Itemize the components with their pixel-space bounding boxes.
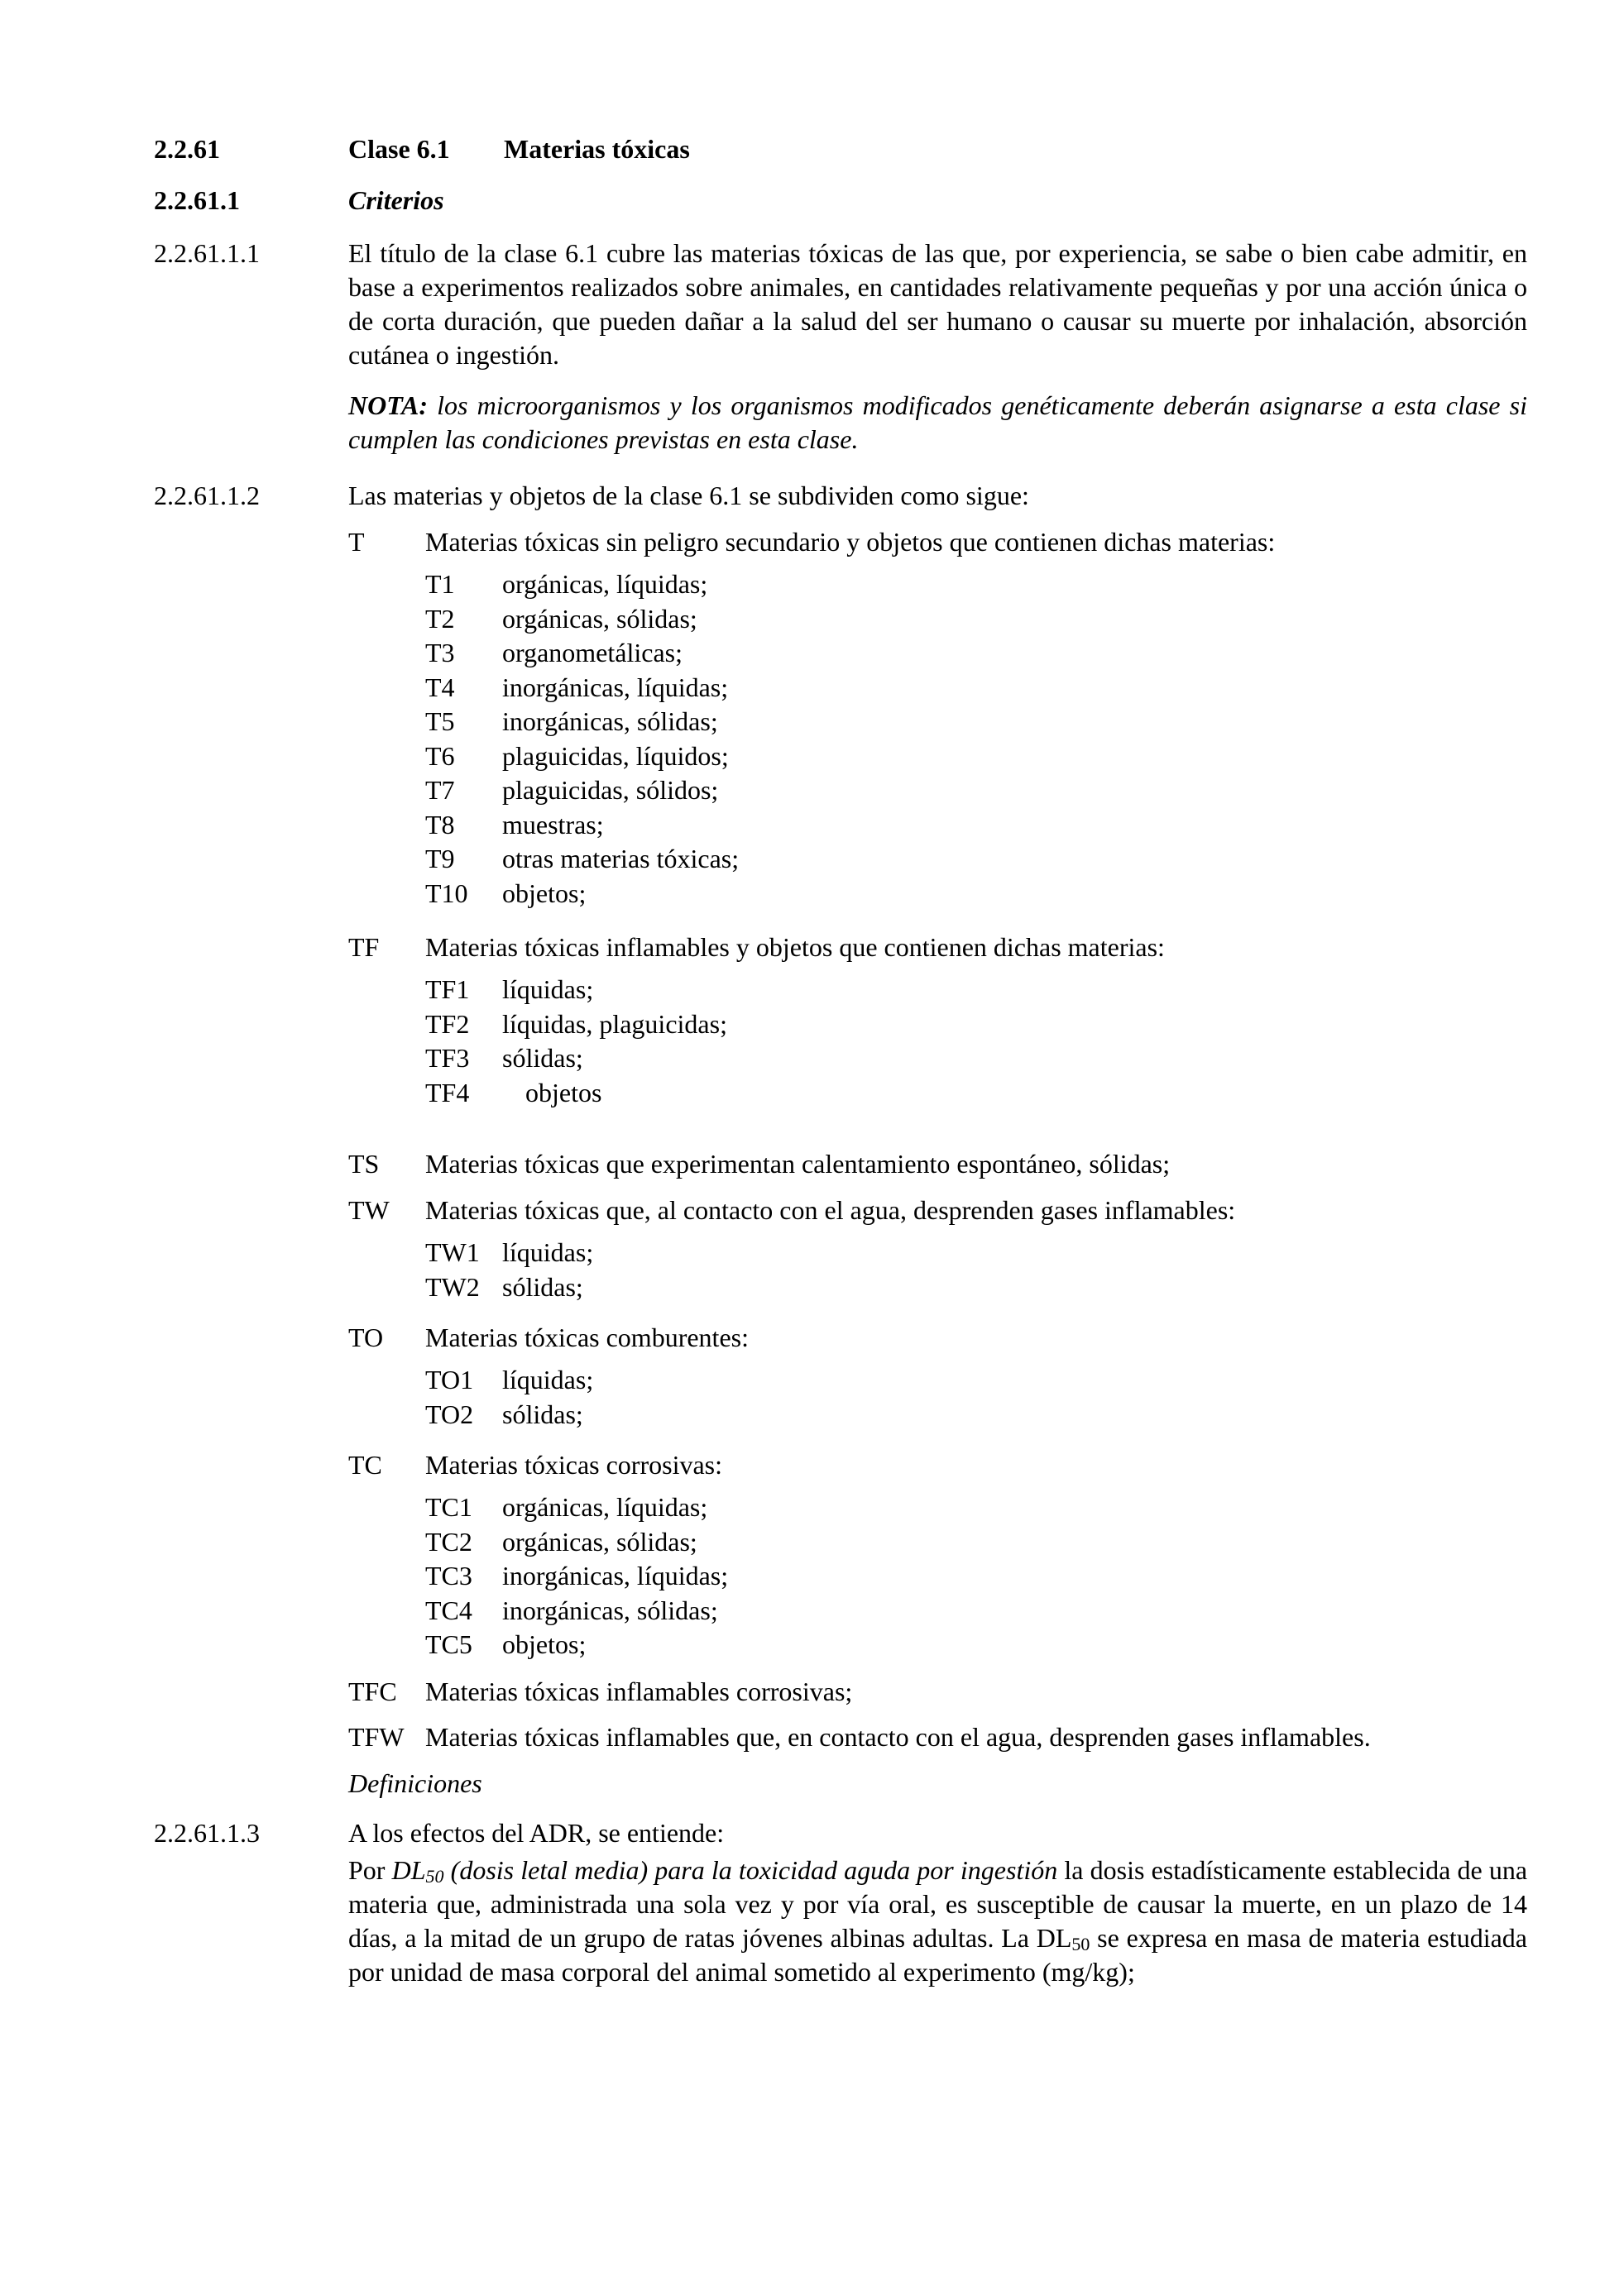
item-code: TC1 xyxy=(425,1492,472,1522)
item-text: objetos; xyxy=(502,1629,587,1659)
item-code: TF2 xyxy=(425,1008,470,1039)
paragraph-text: El título de la clase 6.1 cubre las materias tóxicas de las que, por experiencia, se sabe o bien cabe admitir, en base a experimentos realizados sobre animales, en cantidades relativamente pequeñas y por una acción única o de corta duración, que pueden dañar a la salud del ser humano o causar su muerte por inhalación, absorción cutánea o ingestión. xyxy=(348,238,1527,370)
definition-subscript: 50 xyxy=(1071,1934,1090,1954)
item-text: inorgánicas, sólidas; xyxy=(502,1595,718,1625)
definition-ld50 xyxy=(348,1854,1527,1989)
group-text: Materias tóxicas comburentes: xyxy=(425,1323,749,1352)
item-text: otras materias tóxicas; xyxy=(502,844,740,873)
item-code: T4 xyxy=(425,672,455,702)
item-text: líquidas; xyxy=(502,1365,594,1394)
group-code: TFW xyxy=(348,1722,405,1752)
note-text: los microorganismos y los organismos modificados genéticamente deberán asignarse a esta clase si cumplen las condiciones previstas en esta clase. xyxy=(348,390,1527,454)
item-code: T2 xyxy=(425,603,455,634)
group-text: Materias tóxicas sin peligro secundario y objetos que contienen dichas materias: xyxy=(425,527,1276,557)
group-code: TFC xyxy=(348,1677,397,1706)
item-code: TW2 xyxy=(425,1271,480,1302)
group-code: TO xyxy=(348,1323,384,1352)
item-code: TO1 xyxy=(425,1365,474,1394)
group-text: Materias tóxicas que, al contacto con el agua, desprenden gases inflamables: xyxy=(425,1195,1236,1225)
paragraph-text: Las materias y objetos de la clase 6.1 se subdividen como sigue: xyxy=(348,481,1029,510)
item-text: líquidas; xyxy=(502,1237,594,1267)
term-prefix: DL xyxy=(391,1855,426,1885)
group-text: Materias tóxicas inflamables que, en contacto con el agua, desprenden gases inflamables. xyxy=(425,1722,1371,1752)
group-text: Materias tóxicas corrosivas: xyxy=(425,1450,722,1480)
definition-por: Por xyxy=(348,1855,392,1885)
paragraph-intro: A los efectos del ADR, se entiende: xyxy=(348,1818,725,1848)
group-text: Materias tóxicas inflamables corrosivas; xyxy=(425,1677,853,1706)
section-title: Materias tóxicas xyxy=(504,134,690,164)
paragraph-number: 2.2.61.1.1 xyxy=(154,238,260,268)
item-text: inorgánicas, líquidas; xyxy=(502,672,729,702)
item-text: plaguicidas, sólidos; xyxy=(502,775,719,805)
note-body xyxy=(348,389,1527,457)
item-code: T8 xyxy=(425,809,455,839)
item-text: inorgánicas, líquidas; xyxy=(502,1561,729,1590)
item-code: TF3 xyxy=(425,1043,470,1073)
item-text: líquidas, plaguicidas; xyxy=(502,1008,727,1039)
item-text: orgánicas, líquidas; xyxy=(502,569,708,599)
item-text: objetos; xyxy=(502,878,587,908)
item-code: TC5 xyxy=(425,1629,472,1659)
note-label: NOTA: xyxy=(348,390,428,420)
item-text: orgánicas, sólidas; xyxy=(502,1526,697,1557)
item-code: TO2 xyxy=(425,1399,474,1429)
group-text: Materias tóxicas que experimentan calentamiento espontáneo, sólidas; xyxy=(425,1149,1171,1179)
group-code: T xyxy=(348,527,365,557)
group-text: Materias tóxicas inflamables y objetos que contienen dichas materias: xyxy=(425,932,1165,962)
item-text: objetos xyxy=(525,1077,602,1107)
paragraph-number: 2.2.61.1.3 xyxy=(154,1818,260,1848)
item-text: líquidas; xyxy=(502,974,594,1004)
group-code: TS xyxy=(348,1149,380,1179)
group-code: TW xyxy=(348,1195,390,1225)
section-class-label: Clase 6.1 xyxy=(348,134,450,164)
item-code: T1 xyxy=(425,569,455,599)
item-code: TF4 xyxy=(425,1077,470,1107)
item-code: TC4 xyxy=(425,1595,472,1625)
item-code: T10 xyxy=(425,878,468,908)
definition-text-b: se expresa en masa de materia estudiada por unidad de masa corporal del animal sometido al experimento (mg/kg); xyxy=(348,1923,1528,1987)
definition-term xyxy=(392,1855,1058,1885)
definitions-heading: Definiciones xyxy=(348,1768,482,1798)
item-code: T6 xyxy=(425,740,455,771)
item-text: sólidas; xyxy=(502,1399,583,1429)
item-text: plaguicidas, líquidos; xyxy=(502,740,729,771)
item-text: sólidas; xyxy=(502,1043,583,1073)
term-subscript: 50 xyxy=(425,1866,444,1887)
item-text: orgánicas, sólidas; xyxy=(502,603,697,634)
item-text: orgánicas, líquidas; xyxy=(502,1492,708,1522)
paragraph-number: 2.2.61.1.2 xyxy=(154,481,260,510)
item-code: T7 xyxy=(425,775,455,805)
term-rest: (dosis letal media) para la toxicidad aguda por ingestión xyxy=(443,1855,1058,1885)
criteria-title: Criterios xyxy=(348,185,444,215)
item-code: T5 xyxy=(425,706,455,736)
group-code: TF xyxy=(348,932,380,962)
item-code: TC2 xyxy=(425,1526,472,1557)
item-code: TW1 xyxy=(425,1237,480,1267)
definition-text-a: la dosis estadísticamente establecida de una materia que, administrada una sola vez y por vía oral, es susceptible de causar la muerte, en un plazo de 14 días, a la mitad de un grupo de ratas jóvenes albinas adultas. La DL xyxy=(348,1855,1528,1953)
item-text: inorgánicas, sólidas; xyxy=(502,706,718,736)
criteria-number: 2.2.61.1 xyxy=(154,185,240,215)
item-code: TF1 xyxy=(425,974,470,1004)
item-text: muestras; xyxy=(502,809,604,839)
item-code: TC3 xyxy=(425,1561,472,1590)
item-code: T3 xyxy=(425,638,455,667)
group-code: TC xyxy=(348,1450,382,1480)
item-code: T9 xyxy=(425,844,455,873)
section-number: 2.2.61 xyxy=(154,134,220,164)
item-text: organometálicas; xyxy=(502,638,683,667)
item-text: sólidas; xyxy=(502,1271,583,1302)
